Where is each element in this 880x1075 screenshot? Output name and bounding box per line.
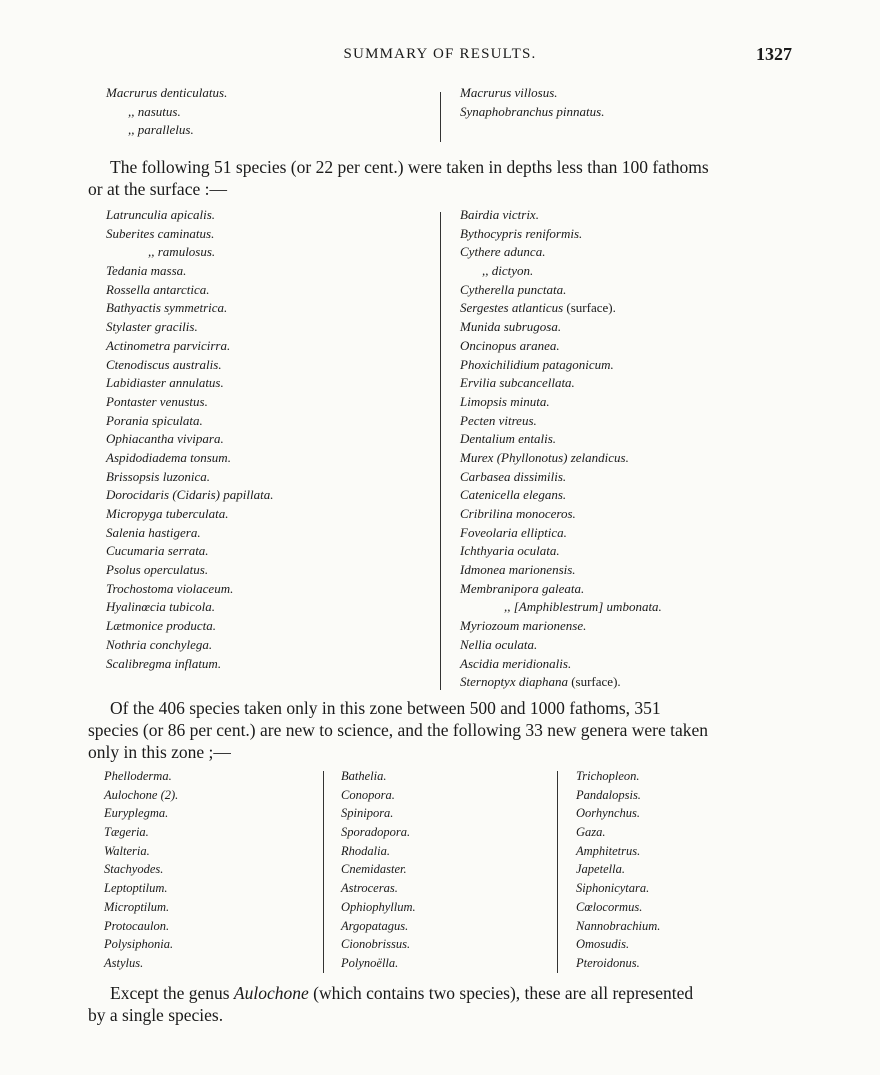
- species-item: Labidiaster annulatus.: [106, 375, 224, 391]
- genus-item: Gaza.: [576, 825, 606, 840]
- species-item: Ctenodiscus australis.: [106, 356, 222, 372]
- surface-note: (surface).: [567, 674, 621, 690]
- genus-item: Bathelia.: [341, 769, 387, 783]
- species-column-left: [106, 206, 273, 673]
- column-divider: [440, 92, 441, 142]
- genus-item: Phelloderma.: [104, 769, 172, 783]
- species-item: Suberites caminatus.: [106, 225, 215, 241]
- paragraph-shallow-species: [88, 156, 794, 200]
- species-item: Idmonea marionensis.: [460, 562, 576, 578]
- species-item: ,, [Amphiblestrum] umbonata.: [504, 599, 662, 615]
- paragraph-line: [88, 982, 794, 1004]
- species-item: Cytherella punctata.: [460, 281, 567, 297]
- genus-item: Trichopleon.: [576, 769, 640, 783]
- species-item: [460, 673, 662, 692]
- species-item: Ophiacantha vivipara.: [106, 431, 224, 447]
- species-item: Ervilia subcancellata.: [460, 375, 575, 391]
- surface-note: (surface).: [563, 300, 616, 316]
- species-item: Oncinopus aranea.: [460, 337, 560, 353]
- species-item: Foveolaria elliptica.: [460, 524, 567, 540]
- genus-item: Protocaulon.: [104, 918, 170, 933]
- species-item: Ichthyaria oculata.: [460, 543, 560, 559]
- genus-item: Sporadopora.: [341, 825, 411, 840]
- genus-item: Japetella.: [576, 862, 625, 877]
- genera-column-3: [576, 767, 660, 973]
- genus-item: Astroceras.: [341, 881, 398, 896]
- species-item: Myriozoum marionense.: [460, 618, 587, 634]
- species-item: Cucumaria serrata.: [106, 543, 209, 559]
- genus-item: Spinipora.: [341, 806, 394, 821]
- species-item: Brissopsis luzonica.: [106, 468, 211, 484]
- paragraph-line: only in this zone ;—: [88, 742, 231, 762]
- species-item: Micropyga tuberculata.: [106, 506, 229, 521]
- genus-item: Polynoëlla.: [341, 955, 399, 970]
- column-divider: [323, 771, 324, 973]
- genus-item: Rhodalia.: [341, 843, 390, 858]
- species-item: Catenicella elegans.: [460, 487, 567, 503]
- paragraph-line: species (or 86 per cent.) are new to science, and the following 33 new genera were taken: [88, 720, 709, 740]
- species-item: Macrurus villosus.: [460, 85, 558, 100]
- species-item: ,, parallelus.: [128, 122, 194, 138]
- species-item: [460, 299, 662, 318]
- genus-item: Astylus.: [104, 955, 144, 970]
- species-item: Stylaster gracilis.: [106, 319, 198, 335]
- paragraph-line: Of the 406 species taken only in this zone between 500 and 1000 fathoms, 351: [110, 698, 661, 718]
- genus-item: Polysiphonia.: [104, 937, 174, 952]
- species-item: Actinometra parvicirra.: [106, 337, 231, 353]
- species-item: Phoxichilidium patagonicum.: [460, 356, 614, 372]
- species-item: ,, dictyon.: [482, 263, 534, 279]
- species-item: Tedania massa.: [106, 263, 187, 279]
- genus-item: Ophiophyllum.: [341, 899, 416, 914]
- genus-item: Leptoptilum.: [104, 881, 168, 896]
- genus-item: Pteroidonus.: [576, 955, 640, 970]
- genus-item: Amphitetrus.: [576, 843, 641, 858]
- genera-column-1: [104, 767, 178, 973]
- running-header: SUMMARY OF RESULTS.: [343, 46, 537, 62]
- species-column-right: [460, 84, 604, 121]
- genus-item: Siphonicytara.: [576, 881, 650, 896]
- species-item: Porania spiculata.: [106, 412, 203, 428]
- species-column-right: [460, 206, 662, 692]
- species-name: Sternoptyx diaphana: [460, 674, 568, 690]
- species-item: Bathyactis symmetrica.: [106, 300, 228, 316]
- species-item: Bairdia victrix.: [460, 207, 539, 222]
- species-name: Sergestes atlanticus: [460, 300, 564, 316]
- species-item: Murex (Phyllonotus) zelandicus.: [460, 449, 629, 465]
- species-item: Nothria conchylega.: [106, 636, 213, 652]
- genus-item: Nannobrachium.: [576, 918, 661, 933]
- species-item: Macrurus denticulatus.: [106, 85, 228, 100]
- genus-item: Argopatagus.: [341, 918, 409, 933]
- genus-item: Omosudis.: [576, 937, 630, 952]
- species-item: Pontaster venustus.: [106, 393, 208, 409]
- genus-item: Cœlocormus.: [576, 899, 643, 914]
- genus-name: Aulochone: [233, 983, 309, 1003]
- genus-item: Walteria.: [104, 843, 150, 858]
- page-number: 1327: [756, 44, 792, 64]
- species-item: ,, nasutus.: [128, 103, 181, 119]
- species-item: Aspidodiadema tonsum.: [106, 449, 231, 465]
- species-item: Rossella antarctica.: [106, 281, 210, 297]
- species-item: Latrunculia apicalis.: [106, 207, 216, 222]
- genus-item: Microptilum.: [104, 899, 170, 914]
- species-item: ,, ramulosus.: [148, 244, 216, 260]
- genus-item: Tægeria.: [104, 825, 149, 840]
- text-run: (which contains two species), these are all represented: [308, 983, 694, 1003]
- column-divider: [557, 771, 558, 973]
- species-item: Cribrilina monoceros.: [460, 506, 576, 521]
- paragraph-line: The following 51 species (or 22 per cent.) were taken in depths less than 100 fathoms: [110, 157, 709, 177]
- species-item: Munida subrugosa.: [460, 319, 562, 335]
- genus-item: Cnemidaster.: [341, 862, 407, 877]
- species-item: Lætmonice producta.: [106, 618, 217, 634]
- genus-item: Euryplegma.: [104, 806, 169, 821]
- species-item: Synaphobranchus pinnatus.: [460, 103, 605, 119]
- species-item: Limopsis minuta.: [460, 393, 550, 409]
- species-item: Psolus operculatus.: [106, 562, 209, 578]
- species-item: Carbasea dissimilis.: [460, 468, 567, 484]
- species-column-left: [106, 84, 227, 140]
- species-item: Dentalium entalis.: [460, 431, 557, 447]
- species-item: Scalibregma inflatum.: [106, 655, 222, 671]
- paragraph-single-species: [88, 982, 794, 1026]
- genus-item: Cionobrissus.: [341, 937, 411, 952]
- genera-column-2: [341, 767, 416, 973]
- paragraph-line: or at the surface :—: [88, 179, 227, 199]
- species-item: Hyalinœcia tubicola.: [106, 599, 216, 615]
- paragraph-new-genera: [88, 697, 794, 763]
- species-item: Cythere adunca.: [460, 244, 546, 260]
- species-item: Membranipora galeata.: [460, 580, 585, 596]
- species-item: Pecten vitreus.: [460, 412, 537, 428]
- paragraph-line: by a single species.: [88, 1005, 224, 1025]
- genus-item: Stachyodes.: [104, 862, 164, 877]
- species-item: Salenia hastigera.: [106, 524, 201, 540]
- species-item: Nellia oculata.: [460, 636, 538, 652]
- species-item: Ascidia meridionalis.: [460, 655, 572, 671]
- species-item: Dorocidaris (Cidaris) papillata.: [106, 487, 274, 503]
- genus-item: Aulochone (2).: [104, 787, 179, 802]
- species-item: Bythocypris reniformis.: [460, 225, 583, 241]
- text-run: Except the genus: [110, 983, 234, 1003]
- genus-item: Pandalopsis.: [576, 787, 641, 802]
- genus-item: Conopora.: [341, 787, 395, 802]
- column-divider: [440, 212, 441, 690]
- species-item: Trochostoma violaceum.: [106, 580, 234, 596]
- genus-item: Oorhynchus.: [576, 806, 641, 821]
